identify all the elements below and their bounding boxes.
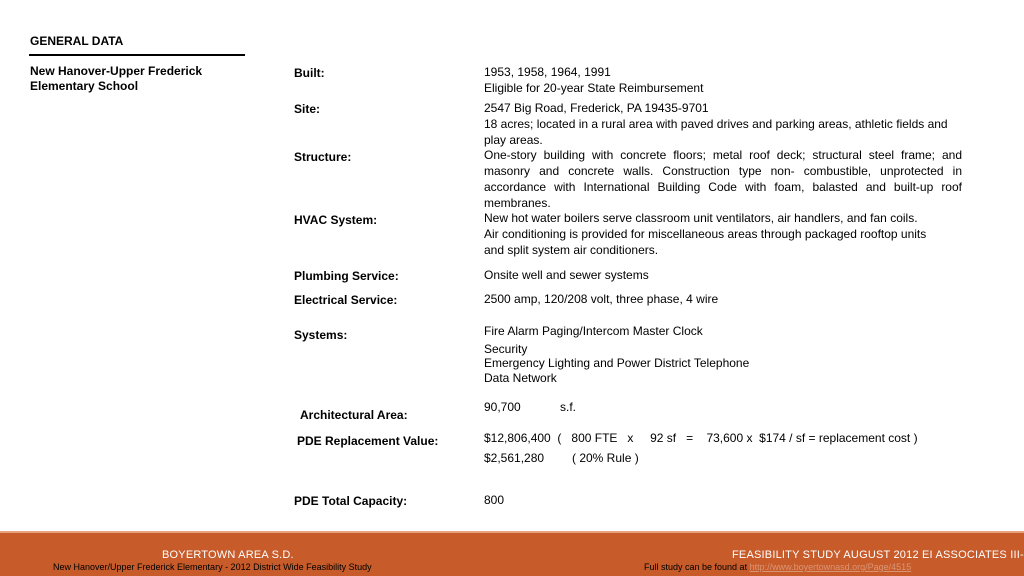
systems-label: Systems: [294, 328, 348, 342]
built-label: Built: [294, 66, 325, 80]
pde-capacity-label: PDE Total Capacity: [294, 494, 408, 508]
school-name-line2: Elementary School [30, 79, 139, 93]
pde-capacity-value: 800 [484, 493, 505, 507]
electrical-label: Electrical Service: [294, 293, 398, 307]
built-value [484, 64, 964, 96]
title-divider [29, 54, 245, 56]
electrical-value: 2500 amp, 120/208 volt, three phase, 4 wire [484, 292, 719, 306]
section-title: GENERAL DATA [30, 34, 124, 48]
systems-line4: Data Network [484, 371, 557, 385]
systems-value [484, 324, 964, 385]
footer-study-info: FEASIBILITY STUDY AUGUST 2012 EI ASSOCIATES III- [732, 549, 1024, 561]
plumbing-label: Plumbing Service: [294, 269, 399, 283]
school-name [30, 64, 250, 94]
pde-replacement-calc: $12,806,400 ( 800 FTE x 92 sf = 73,600 x $174 / sf = replacement cost ) [484, 431, 918, 445]
built-reimbursement: Eligible for 20-year State Reimbursement [484, 81, 704, 95]
systems-line1: Fire Alarm Paging/Intercom Master Clock [484, 324, 703, 338]
school-name-line1: New Hanover-Upper Frederick [30, 64, 203, 78]
site-address: 2547 Big Road, Frederick, PA 19435-9701 [484, 101, 709, 115]
structure-label: Structure: [294, 150, 352, 164]
pde-replacement-label: PDE Replacement Value: [297, 434, 439, 448]
pde-twenty-percent-value: $2,561,280 [484, 451, 545, 465]
pde-twenty-percent-note: ( 20% Rule ) [572, 451, 639, 465]
arch-area-label: Architectural Area: [300, 408, 408, 422]
hvac-label: HVAC System: [294, 213, 378, 227]
site-label: Site: [294, 102, 321, 116]
full-study-link[interactable]: http://www.boyertownasd.org/Page/4515 [749, 562, 912, 572]
footer-full-study-text: Full study can be found at [644, 562, 748, 572]
footer-full-study [644, 562, 911, 572]
systems-line2: Security [484, 342, 528, 356]
hvac-value [484, 210, 964, 258]
systems-line3: Emergency Lighting and Power District Telephone [484, 356, 750, 370]
footer-district: BOYERTOWN AREA S.D. [162, 549, 294, 561]
arch-area-value: 90,700 [484, 400, 521, 414]
hvac-air-conditioning: Air conditioning is provided for miscellaneous areas through packaged rooftop units and split system air conditioners. [484, 227, 927, 257]
plumbing-value: Onsite well and sewer systems [484, 268, 649, 282]
site-value [484, 100, 962, 148]
arch-area-unit: s.f. [560, 400, 577, 414]
footer-caption: New Hanover/Upper Frederick Elementary - 2012 District Wide Feasibility Study [53, 562, 372, 572]
site-description: 18 acres; located in a rural area with paved drives and parking areas, athletic fields and play areas. [484, 117, 948, 147]
built-years: 1953, 1958, 1964, 1991 [484, 65, 611, 79]
hvac-boilers: New hot water boilers serve classroom unit ventilators, air handlers, and fan coils. [484, 211, 918, 225]
structure-value: One-story building with concrete floors; metal roof deck; structural steel frame; and masonry and concrete walls. Construction type non- combustible, unprotected in accordance with International Building Code with foam, balasted and built-up roof membranes. [484, 148, 962, 210]
